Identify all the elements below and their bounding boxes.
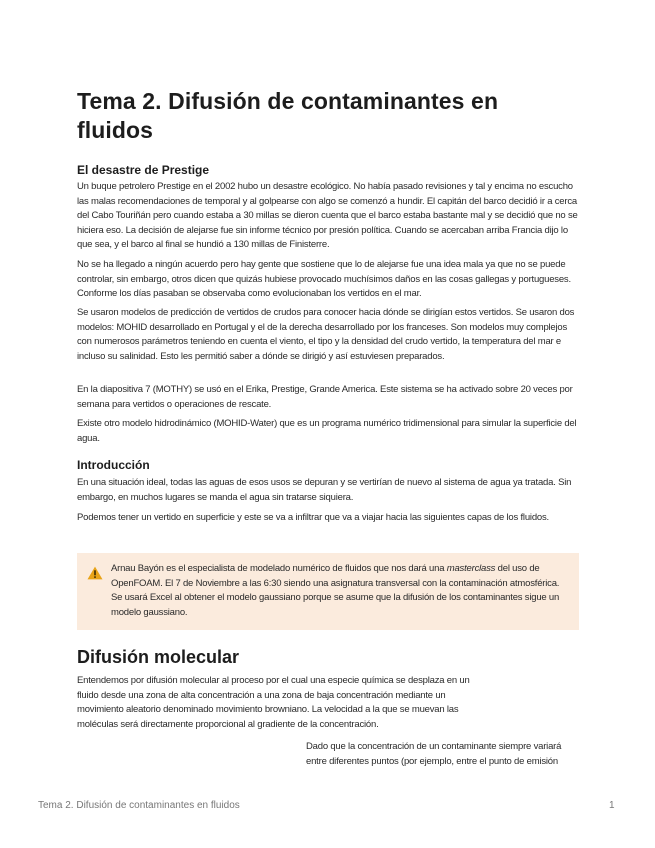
paragraph: Se usaron modelos de predicción de vertidos de crudos para conocer hacia dónde se dirigían estos vertidos. Se usaron dos modelos: MOHID desarrollado en Portugal y el de la derecha desarrollado por los franceses. Son modelos muy complejos con numerosos parámetros teniendo en cuenta el viento, el tipo y la densidad del crudo vertido, la temperatura del mar e incluso su salinidad. Esto les permitió saber a dónde se dirigió y así estuviesen preparados.: [77, 307, 575, 362]
paragraph: Existe otro modelo hidrodinámico (MOHID-Water) que es un programa numérico tridimensional para simular la superficie del agua.: [77, 418, 577, 444]
paragraph: En la diapositiva 7 (MOTHY) se usó en el Erika, Prestige, Grande America. Este sistema se ha activado sobre 20 veces por semana para vertidos o operaciones de rescate.: [77, 384, 573, 410]
footer-title: Tema 2. Difusión de contaminantes en fluidos: [38, 800, 240, 811]
callout-italic: masterclass: [446, 563, 496, 574]
paragraph: Un buque petrolero Prestige en el 2002 hubo un desastre ecológico. No había pasado revisiones y tal y encima no escucho las malas recomendaciones de temporal y al golpearse con algo se comenzó a hundir. El capitán del barco decidió ir a cerca del Cabo Touriñán pero cuando estaba a 30 millas se dieron cuenta que el barco estaba bastante mal y se decidió que no se hiciera eso. La decisión de alejarse fue sin informe técnico por presión política. Cuando se acercaban arriba Francia dijo lo que sea, y el barco al final se hundió a 130 millas de Finisterre.: [77, 181, 578, 251]
callout-text: Arnau Bayón es el especialista de modelado numérico de fluidos que nos dará una masterclass del uso de OpenFOAM. El 7 de Noviembre a las 6:30 siendo una asignatura transversal con la contaminación atmosférica. Se usará Excel al obtener el modelo gaussiano porque se asume que la difusión de los contaminantes sigue un modelo gaussiano.: [111, 563, 560, 618]
callout-box: [77, 553, 579, 630]
warning-icon: [87, 566, 103, 580]
paragraph: En una situación ideal, todas las aguas de esos usos se depuran y se vertirían de nuevo al sistema de agua ya tratada. Sin embargo, en muchos lugares se manda el agua sin tratarse siquiera.: [77, 477, 572, 503]
side-paragraph: Dado que la concentración de un contaminante siempre variará entre diferentes puntos (por ejemplo, entre el punto de emisión: [306, 741, 562, 767]
section-heading-prestige: El desastre de Prestige: [77, 163, 210, 177]
page-number: 1: [609, 800, 615, 811]
paragraph: No se ha llegado a ningún acuerdo pero hay gente que sostiene que lo de alejarse fue una idea mala ya que no se puede controlar, sin embargo, otros dicen que quizás hubiese provocado muchísimos daños en las cosas gallegas y portugueses. Conforme los días pasaban se observaba como evolucionaban los vertidos en el mar.: [77, 259, 571, 300]
paragraph: Podemos tener un vertido en superficie y este se va a infiltrar que va a viajar hacia las siguientes capas de los fluidos.: [77, 512, 549, 523]
document-title: Tema 2. Difusión de contaminantes en fluidos: [77, 88, 499, 143]
section-heading-intro: Introducción: [77, 458, 150, 472]
section-heading-difusion: Difusión molecular: [77, 647, 240, 667]
paragraph: Entendemos por difusión molecular al proceso por el cual una especie química se desplaza en un fluido desde una zona de alta concentración a una zona de baja concentración mediante un movimiento aleatorio denominado movimiento browniano. La velocidad a la que se muevan las moléculas será directamente proporcional al gradiente de la concentración.: [77, 675, 470, 730]
